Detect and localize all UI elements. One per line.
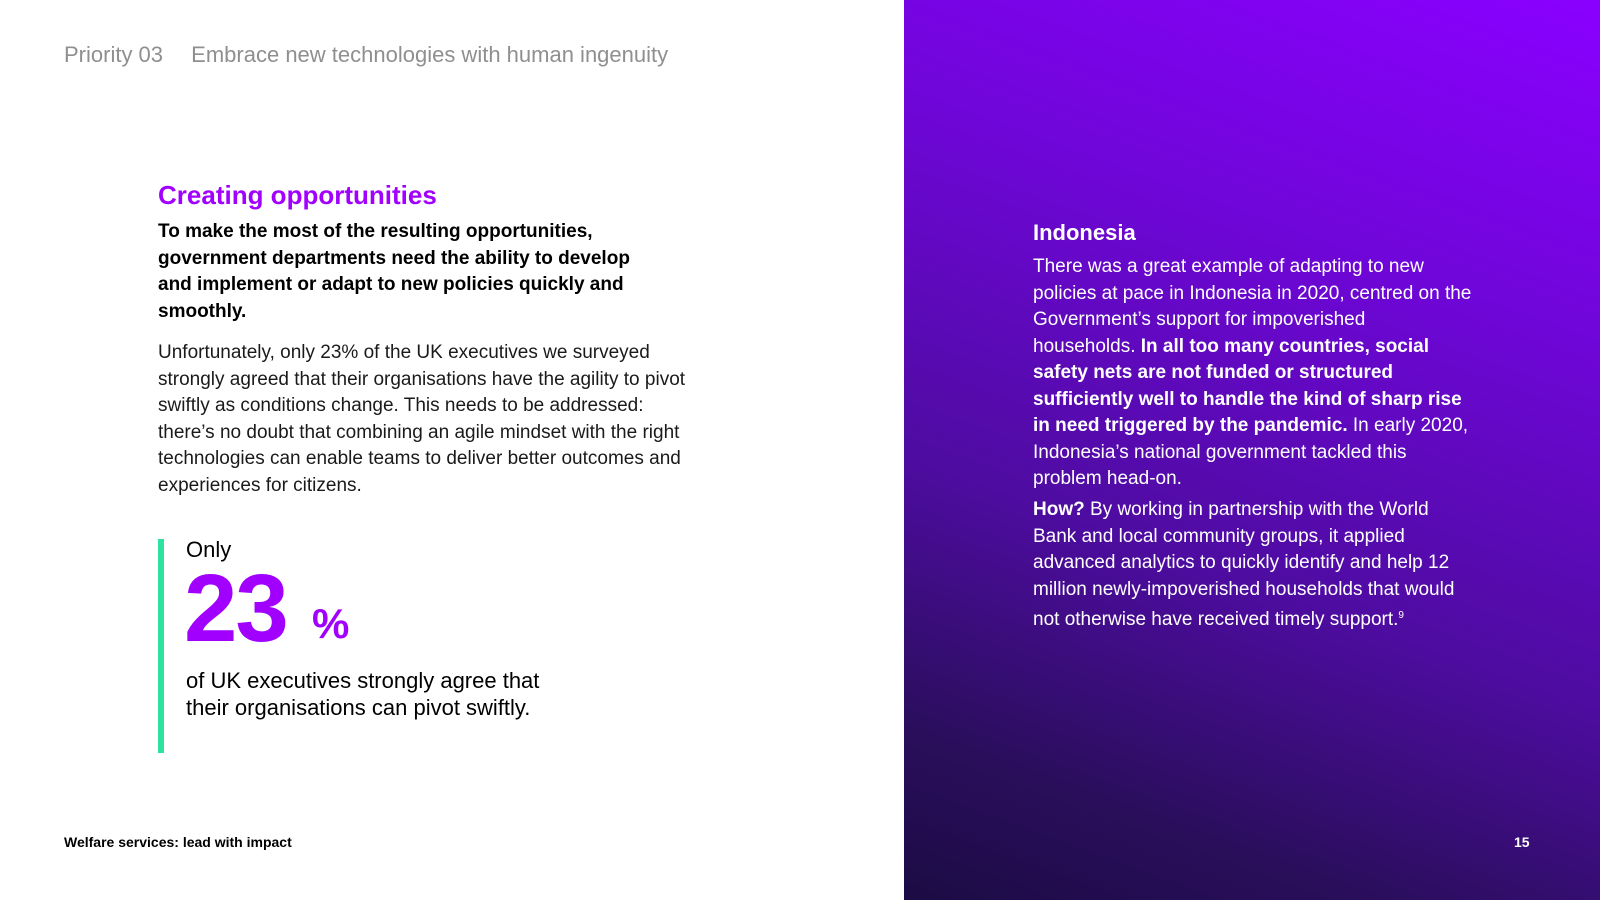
priority-title: Embrace new technologies with human ingenuity — [191, 42, 669, 67]
case-study-text-2: By working in partnership with the World Bank and local community groups, it applied advanced analytics to quickly identify and help 12 million newly-impoverished households that would not otherwise have received timely support. — [1033, 499, 1455, 630]
page-number: 15 — [1514, 834, 1530, 850]
case-study-title: Indonesia — [1033, 220, 1136, 245]
stat-description: of UK executives strongly agree that their organisations can pivot swiftly. — [186, 668, 540, 720]
lead-paragraph: To make the most of the resulting opportunities, government departments need the ability to develop and implement or adapt to new policies quickly and smoothly. — [158, 221, 630, 322]
stat-callout — [158, 539, 564, 753]
case-study-text-1b: In early 2020, Indonesia’s national government tackled this problem head-on. — [1033, 415, 1469, 489]
stat-prefix: Only — [186, 537, 232, 562]
body-paragraph: Unfortunately, only 23% of the UK executives we surveyed strongly agreed that their organisations have the agility to pivot swiftly as conditions change. This needs to be addressed: there’s no doubt that combining an agile mindset with the right technologies can enable teams to deliver better outcomes and experiences for citizens. — [158, 342, 686, 496]
section-title: Creating opportunities — [158, 180, 437, 210]
footer-document-title: Welfare services: lead with impact — [64, 834, 292, 850]
case-study-paragraph-1 — [1033, 254, 1473, 493]
priority-label: Priority 03 — [64, 42, 164, 67]
stat-unit: % — [312, 600, 350, 647]
stat-value: 23 — [184, 555, 287, 662]
case-study-paragraph-2 — [1033, 497, 1473, 634]
case-study-text-1a: There was a great example of adapting to new policies at pace in Indonesia in 2020, centred on the Government’s support for impoverished households. — [1033, 256, 1472, 357]
case-study-panel — [904, 0, 1600, 900]
case-study-bold-1: In all too many countries, social safety nets are not funded or structured sufficiently well to handle the kind of sharp rise in need triggered by the pandemic. — [1033, 335, 1462, 436]
case-study-question: How? — [1033, 499, 1085, 520]
page-header — [64, 42, 668, 68]
footnote-marker: 9 — [1398, 610, 1404, 621]
